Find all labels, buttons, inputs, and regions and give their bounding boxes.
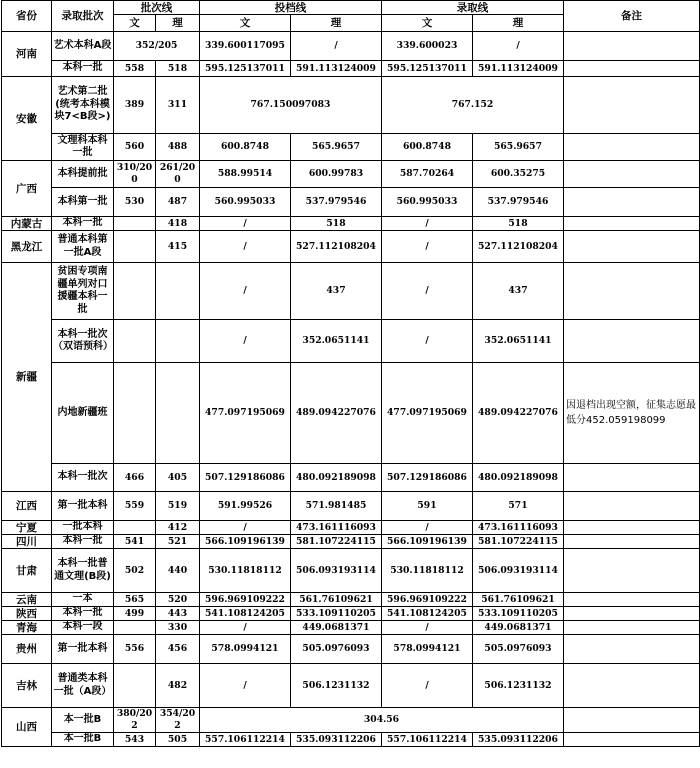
lu-qu-li-cell: 600.35275 xyxy=(473,161,564,188)
lu-qu-wen-cell: / xyxy=(382,263,473,320)
tou-dang-wen-cell: / xyxy=(200,664,291,708)
batch-line-wen-cell xyxy=(114,664,156,708)
batch-line-li-cell xyxy=(156,363,200,464)
batch-cell: 本科一批次 xyxy=(52,464,114,492)
province-cell: 甘肃 xyxy=(2,549,52,593)
tou-dang-li-cell: 506.1231132 xyxy=(291,664,382,708)
lu-qu-li-cell: 506.1231132 xyxy=(473,664,564,708)
batch-line-li-cell: 261/200 xyxy=(156,161,200,188)
lu-qu-wen-cell: 507.129186086 xyxy=(382,464,473,492)
lu-qu-li-cell: 437 xyxy=(473,263,564,320)
lu-qu-li-cell: 473.161116093 xyxy=(473,521,564,535)
province-cell: 河南 xyxy=(2,32,52,77)
batch-line-wen-cell: 310/200 xyxy=(114,161,156,188)
lu-qu-li-cell: 489.094227076 xyxy=(473,363,564,464)
subheader-luqu-wen: 文 xyxy=(382,15,473,32)
lu-qu-wen-cell: 591 xyxy=(382,492,473,521)
note-cell xyxy=(564,61,700,77)
batch-line-wen-cell xyxy=(114,217,156,231)
batch-line-wen-cell xyxy=(114,320,156,363)
province-cell: 四川 xyxy=(2,535,52,549)
table-row xyxy=(2,363,700,464)
header-lu-qu-line: 录取线 xyxy=(382,1,564,15)
batch-cell: 本科一批次（双语预科） xyxy=(52,320,114,363)
batch-cell: 本科第一批 xyxy=(52,188,114,217)
lu-qu-wen-cell: 477.097195069 xyxy=(382,363,473,464)
batch-line-li-cell: 443 xyxy=(156,607,200,621)
batch-line-li-cell: 487 xyxy=(156,188,200,217)
batch-cell: 艺术第二批(统考本科模块7<B段>) xyxy=(52,77,114,134)
subheader-luqu-li: 理 xyxy=(473,15,564,32)
province-cell: 黑龙江 xyxy=(2,231,52,263)
lu-qu-wen-cell: 596.969109222 xyxy=(382,593,473,607)
note-cell xyxy=(564,320,700,363)
table-row xyxy=(2,320,700,363)
batch-line-wen-cell: 560 xyxy=(114,134,156,161)
lu-qu-wen-cell: 339.600023 xyxy=(382,32,473,61)
note-cell xyxy=(564,733,700,747)
tou-dang-wen-cell: 557.106112214 xyxy=(200,733,291,747)
header-note: 备注 xyxy=(564,1,700,32)
lu-qu-li-cell: 449.0681371 xyxy=(473,621,564,635)
batch-line-li-cell: 521 xyxy=(156,535,200,549)
batch-cell: 本科一批 xyxy=(52,61,114,77)
batch-cell: 艺术本科A段 xyxy=(52,32,114,61)
note-cell xyxy=(564,263,700,320)
table-row xyxy=(2,188,700,217)
table-row xyxy=(2,77,700,134)
lu-qu-wen-cell: 578.0994121 xyxy=(382,635,473,664)
tou-dang-li-cell: 533.109110205 xyxy=(291,607,382,621)
lu-qu-li-cell: / xyxy=(473,32,564,61)
tou-dang-wen-cell: 560.995033 xyxy=(200,188,291,217)
batch-cell: 普通本科第一批A段 xyxy=(52,231,114,263)
tou-dang-wen-cell: / xyxy=(200,521,291,535)
table-row xyxy=(2,535,700,549)
batch-cell: 第一批本科 xyxy=(52,492,114,521)
batch-line-wen-cell: 541 xyxy=(114,535,156,549)
table-row xyxy=(2,231,700,263)
batch-cell: 本科一段 xyxy=(52,621,114,635)
lu-qu-wen-cell: 557.106112214 xyxy=(382,733,473,747)
note-cell xyxy=(564,521,700,535)
tou-dang-li-cell: 535.093112206 xyxy=(291,733,382,747)
tou-dang-wen-cell: / xyxy=(200,217,291,231)
header-tou-dang-line: 投档线 xyxy=(200,1,382,15)
batch-line-wen-cell: 556 xyxy=(114,635,156,664)
lu-qu-wen-cell: 530.11818112 xyxy=(382,549,473,593)
batch-line-li-cell: 488 xyxy=(156,134,200,161)
batch-cell: 本科一批 xyxy=(52,535,114,549)
tou-dang-li-cell: 561.76109621 xyxy=(291,593,382,607)
batch-cell: 一本 xyxy=(52,593,114,607)
tou-dang-li-cell: 591.113124009 xyxy=(291,61,382,77)
table-row xyxy=(2,621,700,635)
note-cell xyxy=(564,134,700,161)
batch-cell: 本科一批 xyxy=(52,607,114,621)
batch-cell: 普通类本科一批（A段） xyxy=(52,664,114,708)
batch-line-wen-cell: 380/202 xyxy=(114,708,156,733)
table-row xyxy=(2,217,700,231)
tou-dang-wen-cell: 600.8748 xyxy=(200,134,291,161)
lu-qu-li-cell: 518 xyxy=(473,217,564,231)
admission-table xyxy=(1,0,700,747)
note-cell xyxy=(564,607,700,621)
lu-qu-wen-cell: / xyxy=(382,320,473,363)
table-row xyxy=(2,492,700,521)
tou-dang-li-cell: 352.0651141 xyxy=(291,320,382,363)
tou-dang-wen-cell: / xyxy=(200,231,291,263)
header-province: 省份 xyxy=(2,1,52,32)
table-row xyxy=(2,593,700,607)
province-cell: 新疆 xyxy=(2,263,52,492)
tou-dang-merged-cell: 767.150097083 xyxy=(200,77,382,134)
tou-dang-li-cell: 581.107224115 xyxy=(291,535,382,549)
batch-line-li-cell: 418 xyxy=(156,217,200,231)
batch-line-li-cell: 412 xyxy=(156,521,200,535)
batch-line-wen-cell: 499 xyxy=(114,607,156,621)
table-row xyxy=(2,635,700,664)
tou-dang-li-cell: 505.0976093 xyxy=(291,635,382,664)
batch-line-wen-cell: 558 xyxy=(114,61,156,77)
lu-qu-li-cell: 352.0651141 xyxy=(473,320,564,363)
lu-qu-li-cell: 591.113124009 xyxy=(473,61,564,77)
table-row xyxy=(2,32,700,61)
batch-line-li-cell: 520 xyxy=(156,593,200,607)
lu-qu-wen-cell: / xyxy=(382,231,473,263)
tou-dang-wen-cell: 477.097195069 xyxy=(200,363,291,464)
table-row xyxy=(2,263,700,320)
tou-dang-li-cell: 571.981485 xyxy=(291,492,382,521)
subheader-batch-li: 理 xyxy=(156,15,200,32)
province-cell: 青海 xyxy=(2,621,52,635)
batch-line-li-cell: 482 xyxy=(156,664,200,708)
note-cell xyxy=(564,708,700,733)
batch-line-li-cell: 456 xyxy=(156,635,200,664)
tou-dang-wen-cell: 596.969109222 xyxy=(200,593,291,607)
lu-qu-wen-cell: / xyxy=(382,621,473,635)
note-cell xyxy=(564,492,700,521)
note-cell xyxy=(564,635,700,664)
table-row xyxy=(2,521,700,535)
batch-cell: 本一批B xyxy=(52,733,114,747)
lu-qu-merged-cell: 767.152 xyxy=(382,77,564,134)
tou-dang-li-cell: 473.161116093 xyxy=(291,521,382,535)
batch-line-wen-cell: 466 xyxy=(114,464,156,492)
tou-dang-li-cell: 600.99783 xyxy=(291,161,382,188)
subheader-batch-wen: 文 xyxy=(114,15,156,32)
table-row xyxy=(2,733,700,747)
province-cell: 陕西 xyxy=(2,607,52,621)
lu-qu-wen-cell: 587.70264 xyxy=(382,161,473,188)
header-batch-line: 批次线 xyxy=(114,1,200,15)
province-cell: 江西 xyxy=(2,492,52,521)
batch-line-wen-cell: 530 xyxy=(114,188,156,217)
tou-dang-wen-cell: 578.0994121 xyxy=(200,635,291,664)
batch-cell: 贫困专项南疆单列对口援疆本科一批 xyxy=(52,263,114,320)
province-cell: 吉林 xyxy=(2,664,52,708)
tou-dang-wen-cell: 507.129186086 xyxy=(200,464,291,492)
lu-qu-li-cell: 565.9657 xyxy=(473,134,564,161)
batch-line-li-cell: 440 xyxy=(156,549,200,593)
subheader-toudang-wen: 文 xyxy=(200,15,291,32)
province-cell: 内蒙古 xyxy=(2,217,52,231)
lu-qu-wen-cell: / xyxy=(382,521,473,535)
tou-dang-li-cell: 506.093193114 xyxy=(291,549,382,593)
subheader-toudang-li: 理 xyxy=(291,15,382,32)
batch-line-wen-cell xyxy=(114,521,156,535)
tou-dang-li-cell: / xyxy=(291,32,382,61)
batch-cell: 本科提前批 xyxy=(52,161,114,188)
table-row xyxy=(2,607,700,621)
batch-line-wen-cell: 389 xyxy=(114,77,156,134)
batch-cell: 文理科本科一批 xyxy=(52,134,114,161)
table-row xyxy=(2,161,700,188)
tou-dang-li-cell: 489.094227076 xyxy=(291,363,382,464)
lu-qu-li-cell: 527.112108204 xyxy=(473,231,564,263)
note-cell xyxy=(564,77,700,134)
batch-line-li-cell: 405 xyxy=(156,464,200,492)
note-cell xyxy=(564,593,700,607)
tou-dang-wen-cell: / xyxy=(200,621,291,635)
table-row xyxy=(2,464,700,492)
lu-qu-wen-cell: / xyxy=(382,664,473,708)
tou-dang-wen-cell: / xyxy=(200,320,291,363)
note-cell xyxy=(564,161,700,188)
tou-dang-wen-cell: 530.11818112 xyxy=(200,549,291,593)
table-row xyxy=(2,61,700,77)
note-cell xyxy=(564,664,700,708)
lu-qu-wen-cell: / xyxy=(382,217,473,231)
batch-line-li-cell: 518 xyxy=(156,61,200,77)
note-cell xyxy=(564,549,700,593)
lu-qu-li-cell: 505.0976093 xyxy=(473,635,564,664)
batch-line-wen-cell: 565 xyxy=(114,593,156,607)
tou-dang-wen-cell: / xyxy=(200,263,291,320)
batch-line-wen-cell: 543 xyxy=(114,733,156,747)
lu-qu-li-cell: 537.979546 xyxy=(473,188,564,217)
note-cell xyxy=(564,621,700,635)
lu-qu-li-cell: 506.093193114 xyxy=(473,549,564,593)
batch-cell: 一批本科 xyxy=(52,521,114,535)
batch-cell: 内地新疆班 xyxy=(52,363,114,464)
note-cell: 因退档出现空额，征集志愿最低分452.059198099 xyxy=(564,363,700,464)
table-row xyxy=(2,134,700,161)
tou-dang-li-cell: 480.092189098 xyxy=(291,464,382,492)
batch-cell: 第一批本科 xyxy=(52,635,114,664)
table-row xyxy=(2,708,700,733)
province-cell: 安徽 xyxy=(2,77,52,161)
lu-qu-wen-cell: 560.995033 xyxy=(382,188,473,217)
header-batch: 录取批次 xyxy=(52,1,114,32)
lu-qu-li-cell: 581.107224115 xyxy=(473,535,564,549)
tou-dang-lu-qu-merged-cell: 304.56 xyxy=(200,708,564,733)
lu-qu-li-cell: 571 xyxy=(473,492,564,521)
batch-line-wen-cell xyxy=(114,621,156,635)
lu-qu-li-cell: 561.76109621 xyxy=(473,593,564,607)
lu-qu-li-cell: 480.092189098 xyxy=(473,464,564,492)
province-cell: 广西 xyxy=(2,161,52,217)
batch-line-wen-cell xyxy=(114,231,156,263)
province-cell: 云南 xyxy=(2,593,52,607)
batch-line-wen-cell: 559 xyxy=(114,492,156,521)
batch-cell: 本科一批 xyxy=(52,217,114,231)
tou-dang-li-cell: 518 xyxy=(291,217,382,231)
tou-dang-wen-cell: 591.99526 xyxy=(200,492,291,521)
note-cell xyxy=(564,32,700,61)
table-row xyxy=(2,549,700,593)
batch-line-wen-cell: 502 xyxy=(114,549,156,593)
note-cell xyxy=(564,217,700,231)
tou-dang-wen-cell: 566.109196139 xyxy=(200,535,291,549)
batch-line-cell: 352/205 xyxy=(114,32,200,61)
batch-cell: 本科一批普通文理(B段) xyxy=(52,549,114,593)
batch-cell: 本一批B xyxy=(52,708,114,733)
tou-dang-wen-cell: 339.600117095 xyxy=(200,32,291,61)
table-row xyxy=(2,664,700,708)
tou-dang-li-cell: 565.9657 xyxy=(291,134,382,161)
province-cell: 山西 xyxy=(2,708,52,747)
lu-qu-li-cell: 533.109110205 xyxy=(473,607,564,621)
batch-line-li-cell: 330 xyxy=(156,621,200,635)
batch-line-li-cell xyxy=(156,320,200,363)
batch-line-li-cell xyxy=(156,263,200,320)
tou-dang-li-cell: 537.979546 xyxy=(291,188,382,217)
lu-qu-wen-cell: 600.8748 xyxy=(382,134,473,161)
note-cell xyxy=(564,231,700,263)
batch-line-li-cell: 311 xyxy=(156,77,200,134)
batch-line-wen-cell xyxy=(114,363,156,464)
province-cell: 贵州 xyxy=(2,635,52,664)
province-cell: 宁夏 xyxy=(2,521,52,535)
lu-qu-li-cell: 535.093112206 xyxy=(473,733,564,747)
batch-line-li-cell: 354/202 xyxy=(156,708,200,733)
batch-line-li-cell: 505 xyxy=(156,733,200,747)
note-cell xyxy=(564,535,700,549)
lu-qu-wen-cell: 595.125137011 xyxy=(382,61,473,77)
note-cell xyxy=(564,464,700,492)
tou-dang-wen-cell: 588.99514 xyxy=(200,161,291,188)
lu-qu-wen-cell: 541.108124205 xyxy=(382,607,473,621)
tou-dang-li-cell: 527.112108204 xyxy=(291,231,382,263)
batch-line-li-cell: 519 xyxy=(156,492,200,521)
lu-qu-wen-cell: 566.109196139 xyxy=(382,535,473,549)
batch-line-li-cell: 415 xyxy=(156,231,200,263)
tou-dang-wen-cell: 595.125137011 xyxy=(200,61,291,77)
note-cell xyxy=(564,188,700,217)
tou-dang-wen-cell: 541.108124205 xyxy=(200,607,291,621)
batch-line-wen-cell xyxy=(114,263,156,320)
tou-dang-li-cell: 449.0681371 xyxy=(291,621,382,635)
tou-dang-li-cell: 437 xyxy=(291,263,382,320)
